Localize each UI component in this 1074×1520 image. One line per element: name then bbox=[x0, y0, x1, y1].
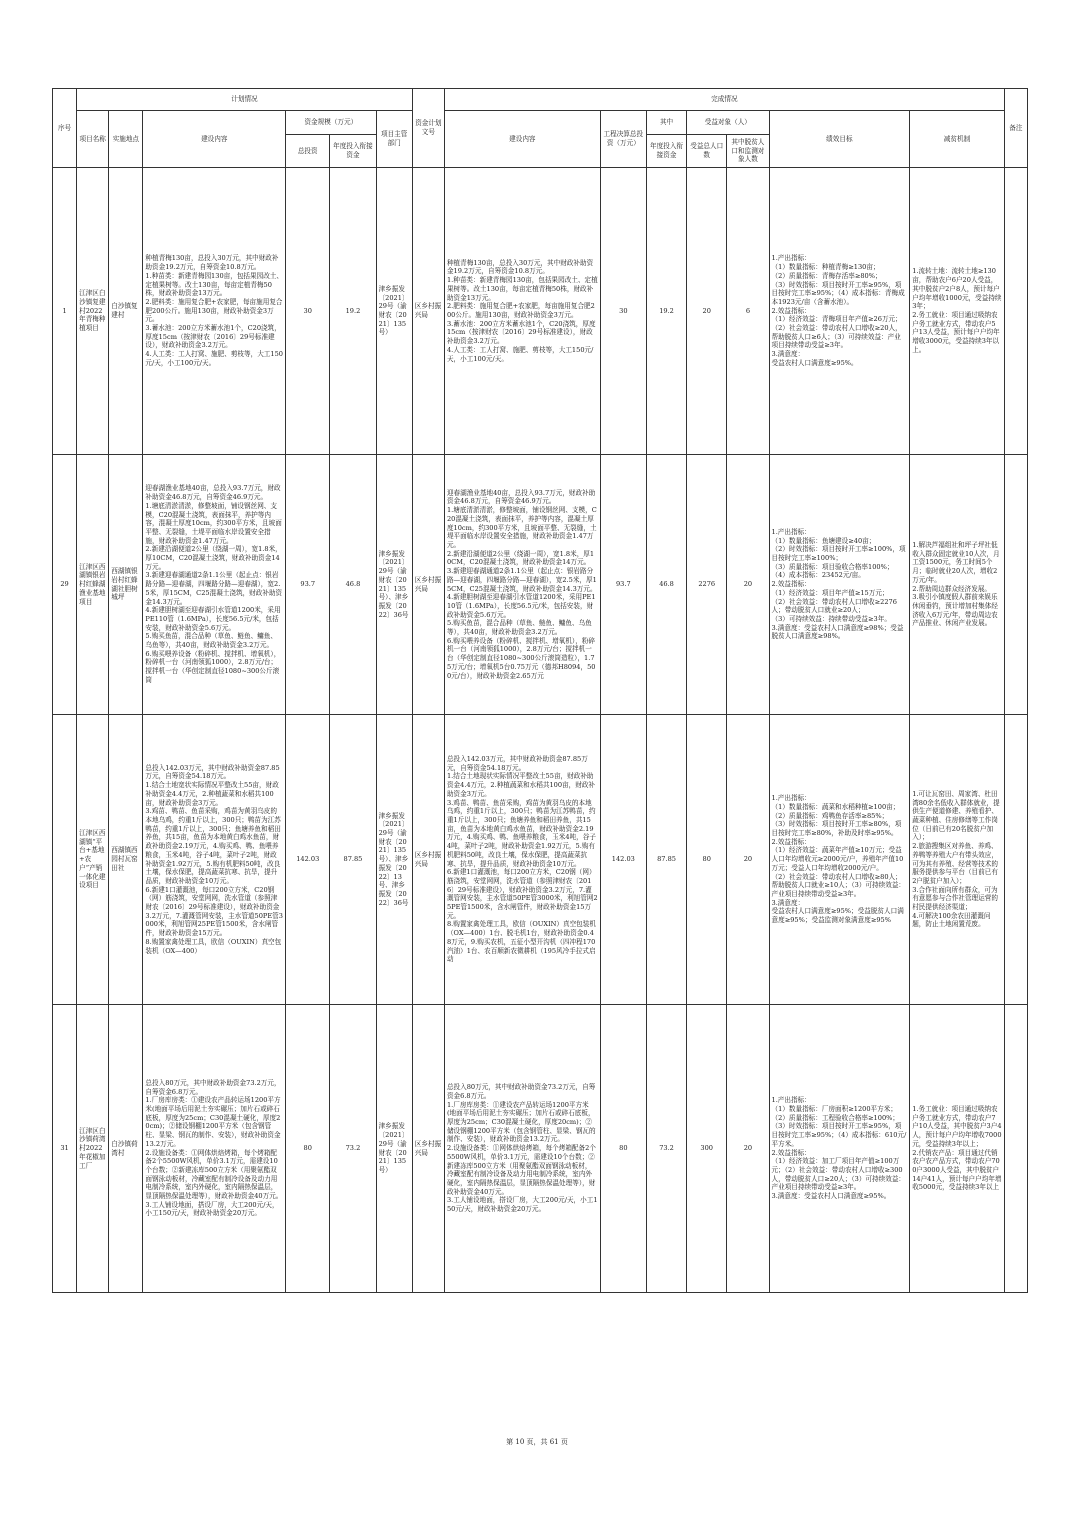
header-dept: 项目主管部门 bbox=[376, 111, 412, 168]
row-content: 迎春湖渔业基地40亩，总投入93.7万元，财政补助资金46.8万元，自筹资金46.9万元。 1.塘底清淤清淤，修整坡面，铺设钢丝网、支模，C20混凝土浇筑，表面抹平，养护等内容，混凝土厚度10cm，约300平方米，且坡面平整、无裂缝，土堤平面临水岸设置安全措施，财政补助资金1.47万元。 2.新建沿湖便道2公里（绕湖一周），宽1.8米，厚10CM，C20混凝土浇筑，财政补助资金14万元。 3.新建迎春湖通道2条1.1公里（起止点：银岩路分路—迎春湖，四堰路分路—迎春湖），宽2.5米，厚15CM，C25混凝土浇筑，财政补助资金14.3万元。 4.新建胆树湖至迎春湖引水管道1200米，采用PE110管（1.6MPa），长度56.5元/米，包括安装，财政补助资金5.6万元。 5.购买鱼苗，混合品种（草鱼、鲢鱼、鳙鱼、乌鱼等），共40亩，财政补助资金3.2万元。 6.购买喂养设备（粉碎机、搅拌机、增氧机），粉碎机一台（河南领狐1000），2.8万元/台；搅拌机一台（华创定制直径1080~300公斤滚筒 bbox=[145, 484, 283, 684]
row-mech: 1.流转土地：流转土地≥130亩，帮助农户6户20人受益，其中脱贫户2户8人，预计每户户均年增收1000元，受益持续3年； 2.务工就业：项目通过吸纳农户务工就业方式，带动农户5户13人受益，预计每户户均年增收3000元，受益持续3年以上。 bbox=[910, 168, 1005, 455]
row-benef-poor: 20 bbox=[727, 715, 769, 1005]
row-total: 93.7 bbox=[286, 455, 330, 715]
row-settle: 80 bbox=[600, 1005, 646, 1293]
row-place: 白沙镇荷湾村 bbox=[109, 1005, 143, 1293]
row-name: 江津区西湖镇“平台+基地+农户”产销一体化建设项目 bbox=[77, 715, 109, 1005]
row-annual: 46.8 bbox=[330, 455, 376, 715]
row-seq: 31 bbox=[53, 1005, 77, 1293]
header-mech: 减贫机制 bbox=[910, 111, 1005, 168]
row-annual: 73.2 bbox=[330, 1005, 376, 1293]
row-content: 总投入80万元，其中财政补助资金73.2万元，自筹资金6.8万元。 1.厂房库房类：①建设农产品转运场1200平方米(地面平场后用泥土夯实碾压；加片石或碎石底板，厚度为25cm；C30混凝土硬化，厚度20cm)；②储设钢棚1200平方米（包含钢管柱、显梁、钢瓦的制作、安装），财政补助资金13.2万元。 2.设施设备类：①网体烘焙烤箱，每个烤箱配备2个5500W风机，单价3.1万元，需建设10个台数；②新建冻库500立方米（用聚氨酯双面钢泳动板材，冷藏室配有制冷设备及动力用电制冷系统，室内外硬化，室内隔热保温层，显顶隔热保温处理等），财政补助资金40万元。 3.工人铺设地面，搭设厂房，大工200元/天，小工150元/天，财政补助资金20万元。 bbox=[143, 1005, 286, 1293]
row-content: 种植青梅130亩，总投入30万元，其中财政补助资金19.2万元，自筹资金10.8万元。 1.种苗类：新建青梅园130亩，包括果园改土、定植果树等。改土130亩，每亩定植青梅50株，财政补助资金13万元。 2.肥料类：施用复合肥+农家肥，每亩施用复合肥200公斤。施用130亩，财政补助资金3万元。 3.蓄水池：200立方米蓄水池1个，C20浇筑，厚度15cm（按津财农〔2016〕29号标准建设），财政补助资金3.2万元。 4.人工类：工人打窝、施肥、剪枝等，大工150元/天，小工100元/天。 bbox=[143, 168, 286, 455]
header-annual2: 年度投入衔接资金 bbox=[646, 135, 686, 168]
header-name: 项目名称 bbox=[77, 111, 109, 168]
row-mech: 1.解决芦福组社和坪子坪社低收入群众固定就业10人次，月工资1500元，务工时间5个月；临时就业20人次，增收2万元/年。 2.帮助周边群众经济发展。 3.吸引小镇度假人群前来娱乐休闲垂钓，预计增加村集体经济收入6万元/年，带动周边农产品推业、休闲产业发展。 bbox=[910, 455, 1005, 715]
page-footer: 第 10 页，共 61 页 bbox=[506, 1438, 568, 1446]
row-settle: 30 bbox=[600, 168, 646, 455]
row-benef-poor: 20 bbox=[727, 1005, 769, 1293]
row-settle: 142.03 bbox=[600, 715, 646, 1005]
row-benef-total: 2276 bbox=[687, 455, 727, 715]
row-dept: 区乡村振兴局 bbox=[412, 715, 444, 1005]
row-annual2: 19.2 bbox=[646, 168, 686, 455]
header-total: 总投资 bbox=[286, 135, 330, 168]
row-seq bbox=[53, 715, 77, 1005]
row-place: 西湖镇西园村瓦窑田社 bbox=[109, 715, 143, 1005]
header-place: 实施地点 bbox=[109, 111, 143, 168]
row-done-content: 总投入142.03万元，其中财政补助资金87.85万元，自筹资金54.18万元。 1.结合土地现状实际情况平整改土55亩，财政补助资金4.4万元，2.种植蔬菜和水稻共100亩，财政补助资金3万元。 3.鸡苗、鸭苗、鱼苗采购，鸡苗为黄羽乌皮的本地乌鸡，约重1斤以上，300只；鸭苗为江苏鸭苗，约重1斤以上，300只；鱼塘养鱼和稻田养鱼，共15亩，鱼苗为本地黄白鸡水鱼苗，财政补助资金2.19万元，4.购买鸡、鸭、鱼喂养粮食，玉米4吨，谷子4吨，菜叶子2吨，财政补助资金1.92万元，5.购有机肥料50吨，改良土壤，保水保肥，提高蔬菜抗寒、抗旱，提升品质，财政补助资金10万元。 6.新建1口灌溉池，每口200立方米，C20钢（网）筋浇筑，安堂网网，洗水管道（参照津财农〔2016〕29号标准建设），财政补助资金3.2万元，7.灌溉管网安装，主水管道50PE管3000米，利旭管网25PE管1500米，含水闸管件，财政补助资金15万元。 8.购置家禽处理工具，欧信（OUXIN）真空包装机（OX—400）1台、脱毛机1台，财政补助资金0.48万元，9.购买农机，五征小型开沟机（四冲程170汽油）1台、农百顺新农微耕机（195风冷手拉式启动 bbox=[446, 755, 598, 964]
row-perf: 1.产出指标： （1）数量指标：种植青梅≥130亩； （2）质量指标：青梅存活率≥80%； （3）时效指标：项目按时开工率≥95%，项目按时完工率≥95%；（4）成本指标：青梅成本1923元/亩（含蓄水池）。 2.效益指标： （1）经济效益：青梅项目年产值≥26万元；（2）社会效益：带动农村人口增收≥20人，帮助脱贫人口≥6人；（3）可持续效益：产业项目持续带动受益≥3年。 3.满意度： 受益农村人口满意度≥95%。 bbox=[769, 168, 910, 455]
header-annual: 年度投入衔接资金 bbox=[330, 135, 376, 168]
row-note bbox=[1004, 455, 1027, 715]
header-done: 完成情况 bbox=[444, 89, 1004, 111]
row-benef-poor: 20 bbox=[727, 455, 769, 715]
row-doc: 津乡振发〔2021〕29号（渝财农〔2021〕135号）、津乡振发〔2022〕13号、津乡振发〔2022〕36号 bbox=[376, 715, 412, 1005]
header-benef: 受益对象（人） bbox=[687, 111, 769, 135]
table-row bbox=[53, 168, 1028, 455]
row-annual2: 46.8 bbox=[646, 455, 686, 715]
header-perf: 绩效目标 bbox=[769, 111, 910, 168]
table-row bbox=[53, 455, 1028, 715]
row-mech: 1.务工就业：项目通过吸纳农户务工就业方式，带动农户7户10人受益，其中脱贫户3户4人，预计每户户均年增收7000元，受益持续3年以上； 2.代销农产品：项目通过代销农户农产品方式，带动农户700户3000人受益，其中脱贫户14户41人，预计每户户均年增收5000元，受益持续3年以上 bbox=[910, 1005, 1005, 1293]
row-place: 白沙镇复建村 bbox=[109, 168, 143, 455]
row-seq: 29 bbox=[53, 455, 77, 715]
header-benef-total: 受益总人口数 bbox=[687, 135, 727, 168]
row-note bbox=[1004, 715, 1027, 1005]
row-done-content: 种植青梅130亩，总投入30万元，其中财政补助资金19.2万元，自筹资金10.8万元。 1.种苗类：新建青梅园130亩，包括果园改土、定植果树等。改土130亩，每亩定植青梅50株，财政补助资金13万元。 2.肥料类：施用复合肥+农家肥，每亩施用复合肥200公斤。施用130亩，财政补助资金3万元。 3.蓄水池：200立方米蓄水池1个，C20浇筑，厚度15cm（按津财农〔2016〕29号标准建设），财政补助资金3.2万元。 4.人工类：工人打窝、施肥、剪枝等，大工150元/天，小工100元/天。 bbox=[444, 168, 600, 455]
header-scale: 资金规模（万元） bbox=[286, 111, 376, 135]
row-name: 江津区西湖镇银岩村红蜂湖渔业基地项目 bbox=[77, 455, 109, 715]
header-benef-poor: 其中脱贫人口和监测对象人数 bbox=[727, 135, 769, 168]
row-doc: 津乡振发〔2021〕29号（渝财农〔2021〕135号） bbox=[376, 1005, 412, 1293]
row-benef-total: 300 bbox=[687, 1005, 727, 1293]
header-settle: 工程决算总投资（万元） bbox=[600, 111, 646, 168]
row-dept: 区乡村振兴局 bbox=[412, 168, 444, 455]
row-name: 江津区白沙镇荷湾村2022年花椒加工厂 bbox=[77, 1005, 109, 1293]
row-perf: 1.产出指标： （1）数量指标：蔬菜和水稻种植≥100亩； （2）质量指标：鸡鸭鱼存活率≥85%； （3）时效指标：项目按时开工率≥80%，项目按时完工率≥80%，补助及时率≥95%。 2.效益指标： （1）经济效益：蔬菜年产值≥10万元；受益人口年均增收元≥2000元/户，养殖年产值10万元；受益人口年均增收2000元/户。 （2）社会效益：带动农村人口增收≥80人；帮助脱贫人口就业≥10人；（3）可持续效益：产业项目持续带动受益≥3年。 3.满意度： 受益农村人口满意度≥95%；受益脱贫人口满意度≥95%；受益监测对象满意度≥95% bbox=[769, 715, 910, 1005]
header-plan: 计划情况 bbox=[77, 89, 413, 111]
row-mech: 1.可让瓦窑田、周家湾、杜田湾80余名低收入群体就业，提供生产便道修建、养殖看护、蔬菜种植、住房修缮等工作岗位（日前已有20名脱贫户加入）； 2.旅游搜集区对养鱼、养鸡、养鸭等养殖大户有带头效应，可为其有养殖、经营等技术的服务提供参与平台（目前已有2户脱贫户加入）； 3.合作社面向所有群众，可为有意愿参与合作社管理运营的村民提供经济渠道； 4.可解决100余农田灌溉问题，防止土地闲置荒废。 bbox=[910, 715, 1005, 1005]
project-table bbox=[52, 88, 1028, 1293]
table-row bbox=[53, 715, 1028, 1005]
row-note bbox=[1004, 1005, 1027, 1293]
header-doc: 资金计划文号 bbox=[412, 89, 444, 168]
table-row bbox=[53, 1005, 1028, 1293]
header-among: 其中 bbox=[646, 111, 686, 135]
header-done-content: 建设内容 bbox=[444, 111, 600, 168]
row-annual2: 73.2 bbox=[646, 1005, 686, 1293]
row-total: 80 bbox=[286, 1005, 330, 1293]
row-done-content: 总投入80万元，其中财政补助资金73.2万元，自筹资金6.8万元。 1.厂房库房类：①建设农产品转运场1200平方米(地面平场后用泥土夯实碾压；加片石或碎石底板，厚度为25cm；C30混凝土硬化，厚度20cm)；②储设钢棚1200平方米（包含钢管柱、显梁、钢瓦的制作、安装），财政补助资金13.2万元。 2.设施设备类：①网体烘焙烤箱，每个烤箱配备2个5500W风机，单价3.1万元，需建设10个台数；②新建冻库500立方米（用聚氨酯双面钢泳动板材，冷藏室配有制冷设备及动力用电制冷系统，室内外硬化，室内隔热保温层，显顶隔热保温处理等），财政补助资金40万元。 3.工人铺设地面，搭设厂房，大工200元/天，小工150元/天，财政补助资金20万元。 bbox=[444, 1005, 600, 1293]
row-place: 西湖镇银岩村红蜂湖社胆树城坪 bbox=[109, 455, 143, 715]
row-settle: 93.7 bbox=[600, 455, 646, 715]
row-annual: 19.2 bbox=[330, 168, 376, 455]
row-total: 30 bbox=[286, 168, 330, 455]
row-perf: 1.产出指标： （1）数量指标：鱼塘建设≥40亩； （2）时效指标：项目按时开工率≥100%，项目按时完工率≥100%； （3）质量指标：项目验收合格率100%； （4）成本指标：23452元/亩。 2.效益指标： （1）经济效益：项目年产值≥15万元； （2）社会效益：带动农村人口增收≥2276人；带动脱贫人口就业≥20人； （3）可持续效益：持续带动受益≥3年。 3.满意度：受益农村人口满意度≥98%；受益脱贫人口满意度≥98%。 bbox=[769, 455, 910, 715]
row-annual2: 87.85 bbox=[646, 715, 686, 1005]
row-annual: 87.85 bbox=[330, 715, 376, 1005]
row-benef-total: 80 bbox=[687, 715, 727, 1005]
row-benef-total: 20 bbox=[687, 168, 727, 455]
row-note bbox=[1004, 168, 1027, 455]
header-seq: 序号 bbox=[53, 89, 77, 168]
row-benef-poor: 6 bbox=[727, 168, 769, 455]
row-dept: 区乡村振兴局 bbox=[412, 1005, 444, 1293]
row-content: 总投入142.03万元，其中财政补助资金87.85万元，自筹资金54.18万元。 1.结合土地宽状实际情况平整改土55亩，财政补助资金4.4万元，2.种植蔬菜和水稻共100亩，财政补助资金3万元。 3.鸡苗、鸭苗、鱼苗采购，鸡苗为黄羽乌皮的本地乌鸡，约重1斤以上，300只；鸭苗为江苏鸭苗，约重1斤以上，300只；鱼塘养鱼和稻田养鱼，共15亩，鱼苗为本地黄白鸡水鱼苗，财政补助资金2.19万元，4.购买鸡、鸭、鱼喂养粮食，玉米4吨，谷子4吨，菜叶子2吨，财政补助资金1.92万元，5.购有机肥料50吨，改良土壤，保水保肥，提高蔬菜抗寒、抗旱，提升品质，财政补助资金10万元。 6.新建1口灌溉池，每口200立方米，C20钢（网）筋浇筑，安堂网网，洗水管道（参照津财农〔2016〕29号标准建设），财政补助资金3.2万元，7.灌溉管网安装，主水管道50PE管3000米，利旭管网25PE管1500米，含水闸管件，财政补助资金15万元。 8.购置家禽处理工具，欧信（OUXIN）真空包装机（OX—400） bbox=[145, 763, 283, 955]
row-done-content: 迎春湖渔业基地40亩，总投入93.7万元，财政补助资金46.8万元，自筹资金46.9万元。 1.塘底清淤清淤，修整坡面，铺设钢丝网、支模，C20混凝土浇筑，表面抹平，养护等内容，混凝土厚度10cm，约300平方米，且坡面平整、无裂缝，土堤平面临水岸设置安全措施，财政补助资金1.47万元。 2.新建沿湖便道2公里（绕湖一周），宽1.8米，厚10CM，C20混凝土浇筑，财政补助资金14万元。 3.新建迎春湖通道2条1.1公里（起止点：银岩路分路—迎春湖，四堰路分路—迎春湖），宽2.5米，厚15CM，C25混凝土浇筑，财政补助资金14.3万元。 4.新建胆树湖至迎春湖引水管道1200米，采用PE110管（1.6MPa），长度56.5元/米，包括安装，财政补助资金5.6万元。 5.购买鱼苗，混合品种（草鱼、鲢鱼、鳙鱼、乌鱼等），共40亩，财政补助资金3.2万元。 6.购买喂养设备（粉碎机、搅拌机、增氧机），粉碎机一台（河南领狐1000），2.8万元/台；搅拌机一台（华创定制直径1080~300公斤滚筒造粒），1.75万元/台；增氧机5台0.75万元（德邦H8094，500元/台），财政补助资金2.65万元 bbox=[446, 488, 597, 680]
row-doc: 津乡振发〔2021〕29号（渝财农〔2021〕135号）、津乡振发〔2022〕36号 bbox=[376, 455, 412, 715]
row-name: 江津区白沙镇复建村2022年青梅种植项目 bbox=[77, 168, 109, 455]
row-total: 142.03 bbox=[286, 715, 330, 1005]
row-dept: 区乡村振兴局 bbox=[412, 455, 444, 715]
header-note: 备注 bbox=[1004, 89, 1027, 168]
row-doc: 津乡振发〔2021〕29号（渝财农〔2021〕135号） bbox=[376, 168, 412, 455]
row-seq: 1 bbox=[53, 168, 77, 455]
header-content: 建设内容 bbox=[143, 111, 286, 168]
row-perf: 1.产出指标： （1）数量指标：厂房面积≥1200平方米；（2）质量指标：工程验收合格率≥100%；（3）时效指标：项目按时开工率≥95%，项目按时完工率≥95%；（4）成本指标：610元/平方米。 2.效益指标： （1）经济效益：加工厂项目年产值≥100万元；（2）社会效益：带动农村人口增收≥300人，带动脱贫人口≥20人；（3）可持续效益：产业项目持续带动受益≥3年。 3.满意度：受益农村人口满意度≥95%。 bbox=[769, 1005, 910, 1293]
